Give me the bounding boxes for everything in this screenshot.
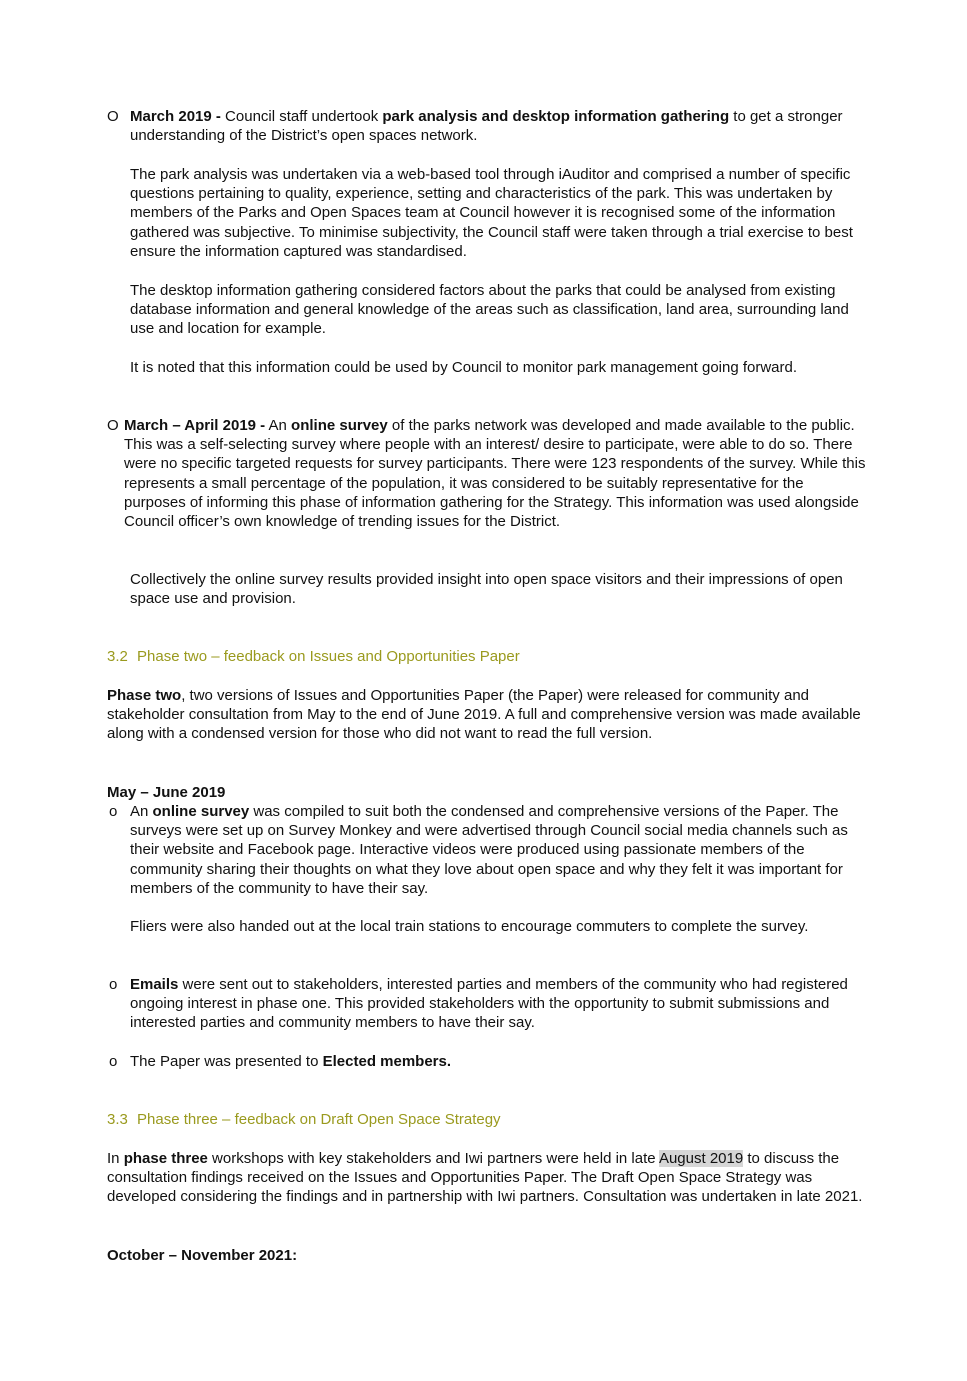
paragraph-desktop-gathering: The desktop information gathering considered factors about the parks that could be analysed from existing database information and general knowledge of the areas such as classification, land area, surrounding land use and location for example. bbox=[130, 282, 849, 338]
bullet-marker: o bbox=[109, 803, 118, 820]
list-item-march-2019 bbox=[107, 107, 867, 145]
list-item-text bbox=[130, 107, 867, 145]
text-run: workshops with key stakeholders and Iwi partners were held in late bbox=[207, 1150, 659, 1167]
section-title: Phase two – feedback on Issues and Opportunities Paper bbox=[137, 648, 520, 665]
paragraph-phase-two-intro bbox=[107, 686, 867, 744]
text-run: to get a stronger understanding of the District’s open spaces network. bbox=[130, 108, 843, 145]
list-item-march-april-2019 bbox=[107, 416, 867, 531]
text-run: were sent out to stakeholders, interested parties and members of the community who had registered ongoing interest in phase one. This provided stakeholders with the opportunity to submit submissions and interested parties and community members to have their say. bbox=[130, 976, 848, 1032]
bold-text: park analysis and desktop information gathering bbox=[382, 108, 730, 125]
highlighted-date: August 2019 bbox=[658, 1150, 744, 1167]
text-run: An bbox=[130, 803, 153, 820]
paragraph-monitoring: It is noted that this information could be used by Council to monitor park management going forward. bbox=[130, 359, 798, 376]
bullet-emails bbox=[107, 975, 867, 1033]
subheading-may-june-2019 bbox=[107, 783, 867, 802]
paragraph-fliers: Fliers were also handed out at the local train stations to encourage commuters to complete the survey. bbox=[130, 918, 809, 935]
section-title: Phase three – feedback on Draft Open Space Strategy bbox=[137, 1111, 501, 1128]
bold-text: Emails bbox=[130, 976, 179, 993]
item-date: March 2019 - bbox=[130, 108, 221, 125]
bold-text: Phase two bbox=[107, 687, 182, 704]
text-run: In bbox=[107, 1150, 124, 1167]
bullet-online-survey bbox=[107, 802, 867, 898]
text-run: Council staff undertook bbox=[220, 108, 383, 125]
list-marker: O bbox=[107, 417, 119, 434]
bold-text: phase three bbox=[123, 1150, 208, 1167]
section-heading-3-2 bbox=[107, 647, 520, 666]
item-date: March – April 2019 - bbox=[124, 417, 266, 434]
bold-text: online survey bbox=[152, 803, 250, 820]
list-item-text bbox=[124, 416, 867, 531]
text-run: was compiled to suit both the condensed and comprehensive versions of the Paper. The surveys were set up on Survey Monkey and were advertised through Council social media channels such as their website and Facebook page. Interactive videos were produced using passionate members of the community sharing their thoughts on what they love about open space and why they felt it was important for members of the community to have their say. bbox=[130, 803, 848, 897]
section-number: 3.3 bbox=[107, 1111, 128, 1128]
subheading-text: May – June 2019 bbox=[107, 784, 226, 801]
bold-text: Elected members. bbox=[322, 1053, 452, 1070]
text-run: of the parks network was developed and made available to the public. This was a self-selecting survey where people with an interest/ desire to participate, were able to do so. There were no specific targeted requests for survey participants. There were 123 respondents of the survey. While this represents a small percentage of the population, it was considered to be suitably representative for the purposes of informing this phase of information gathering for the Strategy. This information was used alongside Council officer’s own knowledge of trending issues for the District. bbox=[124, 417, 866, 531]
paragraph-survey-insight: Collectively the online survey results provided insight into open space visitors and their impressions of open space use and provision. bbox=[130, 571, 843, 608]
bullet-text bbox=[130, 975, 867, 1033]
text-run: An bbox=[265, 417, 292, 434]
bullet-text bbox=[130, 802, 867, 898]
paragraph-phase-three bbox=[107, 1149, 867, 1207]
text-run: , two versions of Issues and Opportunities Paper (the Paper) were released for community and stakeholder consultation from May to the end of June 2019. A full and comprehensive version was made available along with a condensed version for those who did not want to read the full version. bbox=[107, 687, 861, 743]
subheading-text: October – November 2021: bbox=[107, 1247, 298, 1264]
bold-text: online survey bbox=[291, 417, 388, 434]
list-marker: O bbox=[107, 108, 119, 125]
text-run: to discuss the consultation findings received on the Issues and Opportunities Paper. The Draft Open Space Strategy was developed considering the findings and in partnership with Iwi partners. Consultation was undertaken in late 2021. bbox=[107, 1150, 863, 1206]
bullet-marker: o bbox=[109, 1053, 118, 1070]
bullet-text bbox=[130, 1052, 867, 1071]
text-run: The Paper was presented to bbox=[130, 1053, 323, 1070]
section-number: 3.2 bbox=[107, 648, 128, 665]
paragraph-park-analysis: The park analysis was undertaken via a web-based tool through iAuditor and comprised a number of specific questions pertaining to quality, experience, setting and characteristics of the park. This was undertaken by members of the Parks and Open Spaces team at Council however it is recognised some of the information gathered was subjective. To minimise subjectivity, the Council staff were taken through a trial exercise to best ensure the information captured was standardised. bbox=[130, 166, 853, 260]
bullet-elected-members bbox=[107, 1052, 867, 1071]
section-heading-3-3 bbox=[107, 1110, 501, 1129]
subheading-october-november-2021 bbox=[107, 1246, 867, 1265]
bullet-marker: o bbox=[109, 976, 118, 993]
